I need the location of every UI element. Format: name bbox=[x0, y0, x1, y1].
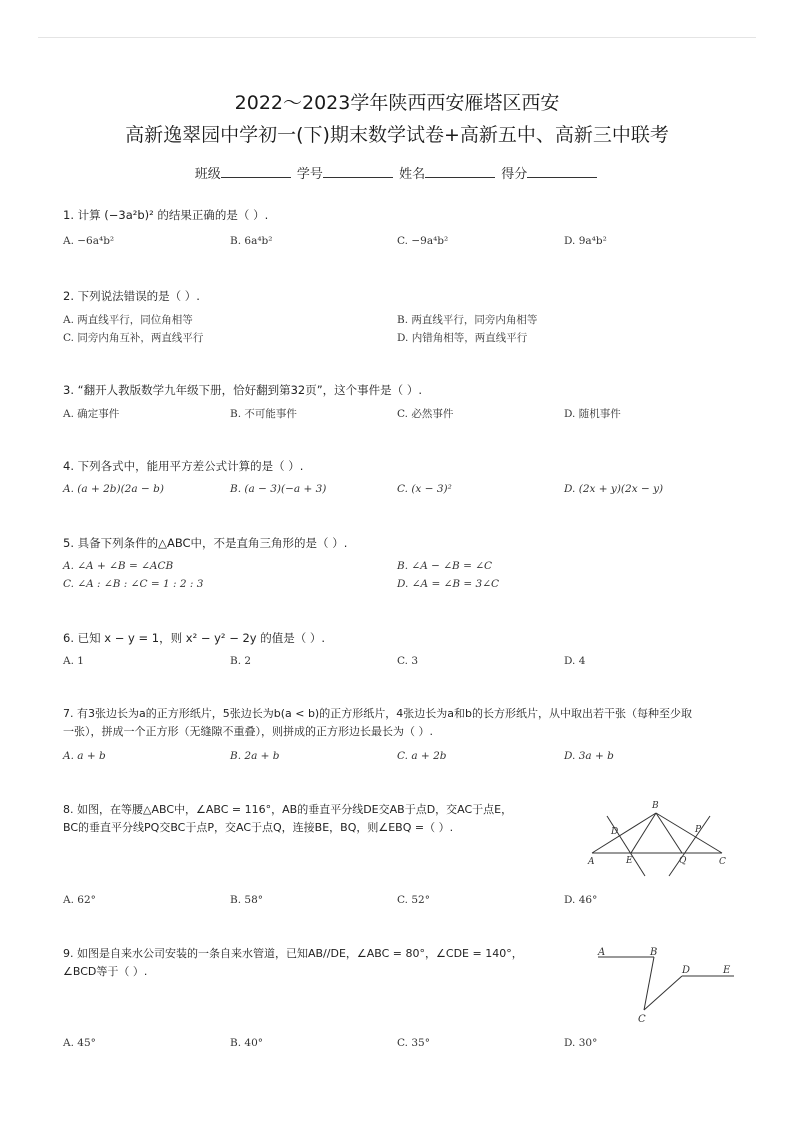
title-line-2: 高新逸翠园中学初一(下)期末数学试卷+高新五中、高新三中联考 bbox=[125, 124, 669, 146]
q7-option-a[interactable]: A. a + b bbox=[63, 750, 106, 762]
fig9-label-e: E bbox=[723, 965, 731, 976]
q1-option-d[interactable]: D. 9a⁴b² bbox=[564, 235, 607, 247]
question-9-figure bbox=[590, 942, 740, 1026]
fig8-line-ab bbox=[592, 813, 656, 853]
score-label: 得分 bbox=[501, 167, 528, 182]
q7-option-d[interactable]: D. 3a + b bbox=[564, 750, 614, 762]
question-5-stem: 5. 具备下列条件的△ABC中，不是直角三角形的是（ ）. bbox=[63, 536, 348, 550]
question-1-stem: 1. 计算 (−3a²b)² 的结果正确的是（ ）. bbox=[63, 208, 269, 222]
fig8-line-de bbox=[607, 816, 645, 876]
q4-option-c[interactable]: C. (x − 3)² bbox=[397, 483, 452, 495]
fig8-label-b: B bbox=[652, 801, 659, 811]
question-8-stem-line-1: 8. 如图，在等腰△ABC中，∠ABC = 116°，AB的垂直平分线DE交AB于点D，交AC于点E， bbox=[63, 803, 513, 816]
q6-option-b[interactable]: B. 2 bbox=[230, 655, 252, 667]
score-blank[interactable] bbox=[527, 165, 597, 178]
q8-option-b[interactable]: B. 58° bbox=[230, 894, 264, 906]
question-9-stem-line-1: 9. 如图是自来水公司安装的一条自来水管道，已知AB//DE，∠ABC = 80°，∠CDE = 140°， bbox=[63, 947, 523, 960]
q2-option-d[interactable]: D. 内错角相等，两直线平行 bbox=[397, 332, 528, 344]
question-8-figure bbox=[585, 796, 735, 878]
fig8-line-bq bbox=[656, 813, 682, 853]
fig9-label-c: C bbox=[638, 1014, 646, 1025]
q4-option-b[interactable]: B. (a − 3)(−a + 3) bbox=[230, 483, 327, 495]
q5-option-d[interactable]: D. ∠A = ∠B = 3∠C bbox=[397, 578, 500, 590]
class-label: 班级 bbox=[194, 167, 221, 182]
q8-option-c[interactable]: C. 52° bbox=[397, 894, 430, 906]
question-3-stem: 3. “翻开人教版数学九年级下册，恰好翻到第32页”，这个事件是（ ）. bbox=[63, 383, 422, 397]
q7-option-b[interactable]: B. 2a + b bbox=[230, 750, 280, 762]
fig9-label-d: D bbox=[682, 965, 691, 976]
q1-option-b[interactable]: B. 6a⁴b² bbox=[230, 235, 273, 247]
name-label: 姓名 bbox=[399, 167, 426, 182]
fig9-label-b: B bbox=[650, 947, 658, 958]
fig8-label-p: P bbox=[695, 825, 702, 835]
name-blank[interactable] bbox=[425, 165, 495, 178]
q6-option-a[interactable]: A. 1 bbox=[63, 655, 84, 667]
fig9-label-a: A bbox=[598, 947, 606, 958]
fig8-label-q: Q bbox=[679, 856, 687, 866]
student-id-label: 学号 bbox=[296, 167, 323, 182]
fig8-label-d: D bbox=[611, 827, 619, 837]
question-8-stem-line-2: BC的垂直平分线PQ交BC于点P，交AC于点Q，连接BE，BQ，则∠EBQ =（ ）. bbox=[63, 821, 454, 834]
q1-option-a[interactable]: A. −6a⁴b² bbox=[63, 235, 115, 247]
q9-option-b[interactable]: B. 40° bbox=[230, 1037, 264, 1049]
q4-option-a[interactable]: A. (a + 2b)(2a − b) bbox=[63, 483, 164, 495]
q8-option-d[interactable]: D. 46° bbox=[564, 894, 598, 906]
q4-option-d[interactable]: D. (2x + y)(2x − y) bbox=[564, 483, 664, 495]
student-id-blank[interactable] bbox=[323, 165, 393, 178]
fig8-label-e: E bbox=[626, 856, 633, 866]
q5-option-b[interactable]: B. ∠A − ∠B = ∠C bbox=[397, 560, 493, 572]
q7-option-c[interactable]: C. a + 2b bbox=[397, 750, 447, 762]
question-2-stem: 2. 下列说法错误的是（ ）. bbox=[63, 289, 200, 303]
question-6-stem: 6. 已知 x − y = 1，则 x² − y² − 2y 的值是（ ）. bbox=[63, 631, 326, 645]
top-divider bbox=[38, 37, 756, 38]
q9-option-a[interactable]: A. 45° bbox=[63, 1037, 96, 1049]
q9-option-c[interactable]: C. 35° bbox=[397, 1037, 430, 1049]
title-line-1: 2022～2023学年陕西西安雁塔区西安 bbox=[234, 92, 560, 114]
q3-option-c[interactable]: C. 必然事件 bbox=[397, 408, 454, 420]
q2-option-c[interactable]: C. 同旁内角互补，两直线平行 bbox=[63, 332, 204, 344]
student-info-row bbox=[0, 163, 794, 182]
question-7-stem-line-2: 一张），拼成一个正方形（无缝隙不重叠），则拼成的正方形边长最长为（ ）. bbox=[63, 725, 433, 738]
q6-option-c[interactable]: C. 3 bbox=[397, 655, 419, 667]
q2-option-b[interactable]: B. 两直线平行，同旁内角相等 bbox=[397, 314, 538, 326]
q5-option-a[interactable]: A. ∠A + ∠B = ∠ACB bbox=[63, 560, 174, 572]
q2-option-a[interactable]: A. 两直线平行，同位角相等 bbox=[63, 314, 193, 326]
question-9-stem-line-2: ∠BCD等于（ ）. bbox=[63, 965, 148, 978]
question-4-stem: 4. 下列各式中，能用平方差公式计算的是（ ）. bbox=[63, 459, 304, 473]
q9-option-d[interactable]: D. 30° bbox=[564, 1037, 598, 1049]
question-7-stem-line-1: 7. 有3张边长为a的正方形纸片，5张边长为b(a < b)的正方形纸片，4张边长为a和b的长方形纸片，从中取出若干张（每种至少取 bbox=[63, 707, 692, 720]
class-blank[interactable] bbox=[221, 165, 291, 178]
fig8-label-a: A bbox=[588, 857, 595, 867]
q8-option-a[interactable]: A. 62° bbox=[63, 894, 96, 906]
q5-option-c[interactable]: C. ∠A : ∠B : ∠C = 1 : 2 : 3 bbox=[63, 578, 204, 590]
fig8-label-c: C bbox=[719, 857, 726, 867]
q3-option-b[interactable]: B. 不可能事件 bbox=[230, 408, 297, 420]
q6-option-d[interactable]: D. 4 bbox=[564, 655, 586, 667]
q1-option-c[interactable]: C. −9a⁴b² bbox=[397, 235, 449, 247]
q3-option-d[interactable]: D. 随机事件 bbox=[564, 408, 621, 420]
fig8-line-be bbox=[631, 813, 656, 853]
q3-option-a[interactable]: A. 确定事件 bbox=[63, 408, 120, 420]
